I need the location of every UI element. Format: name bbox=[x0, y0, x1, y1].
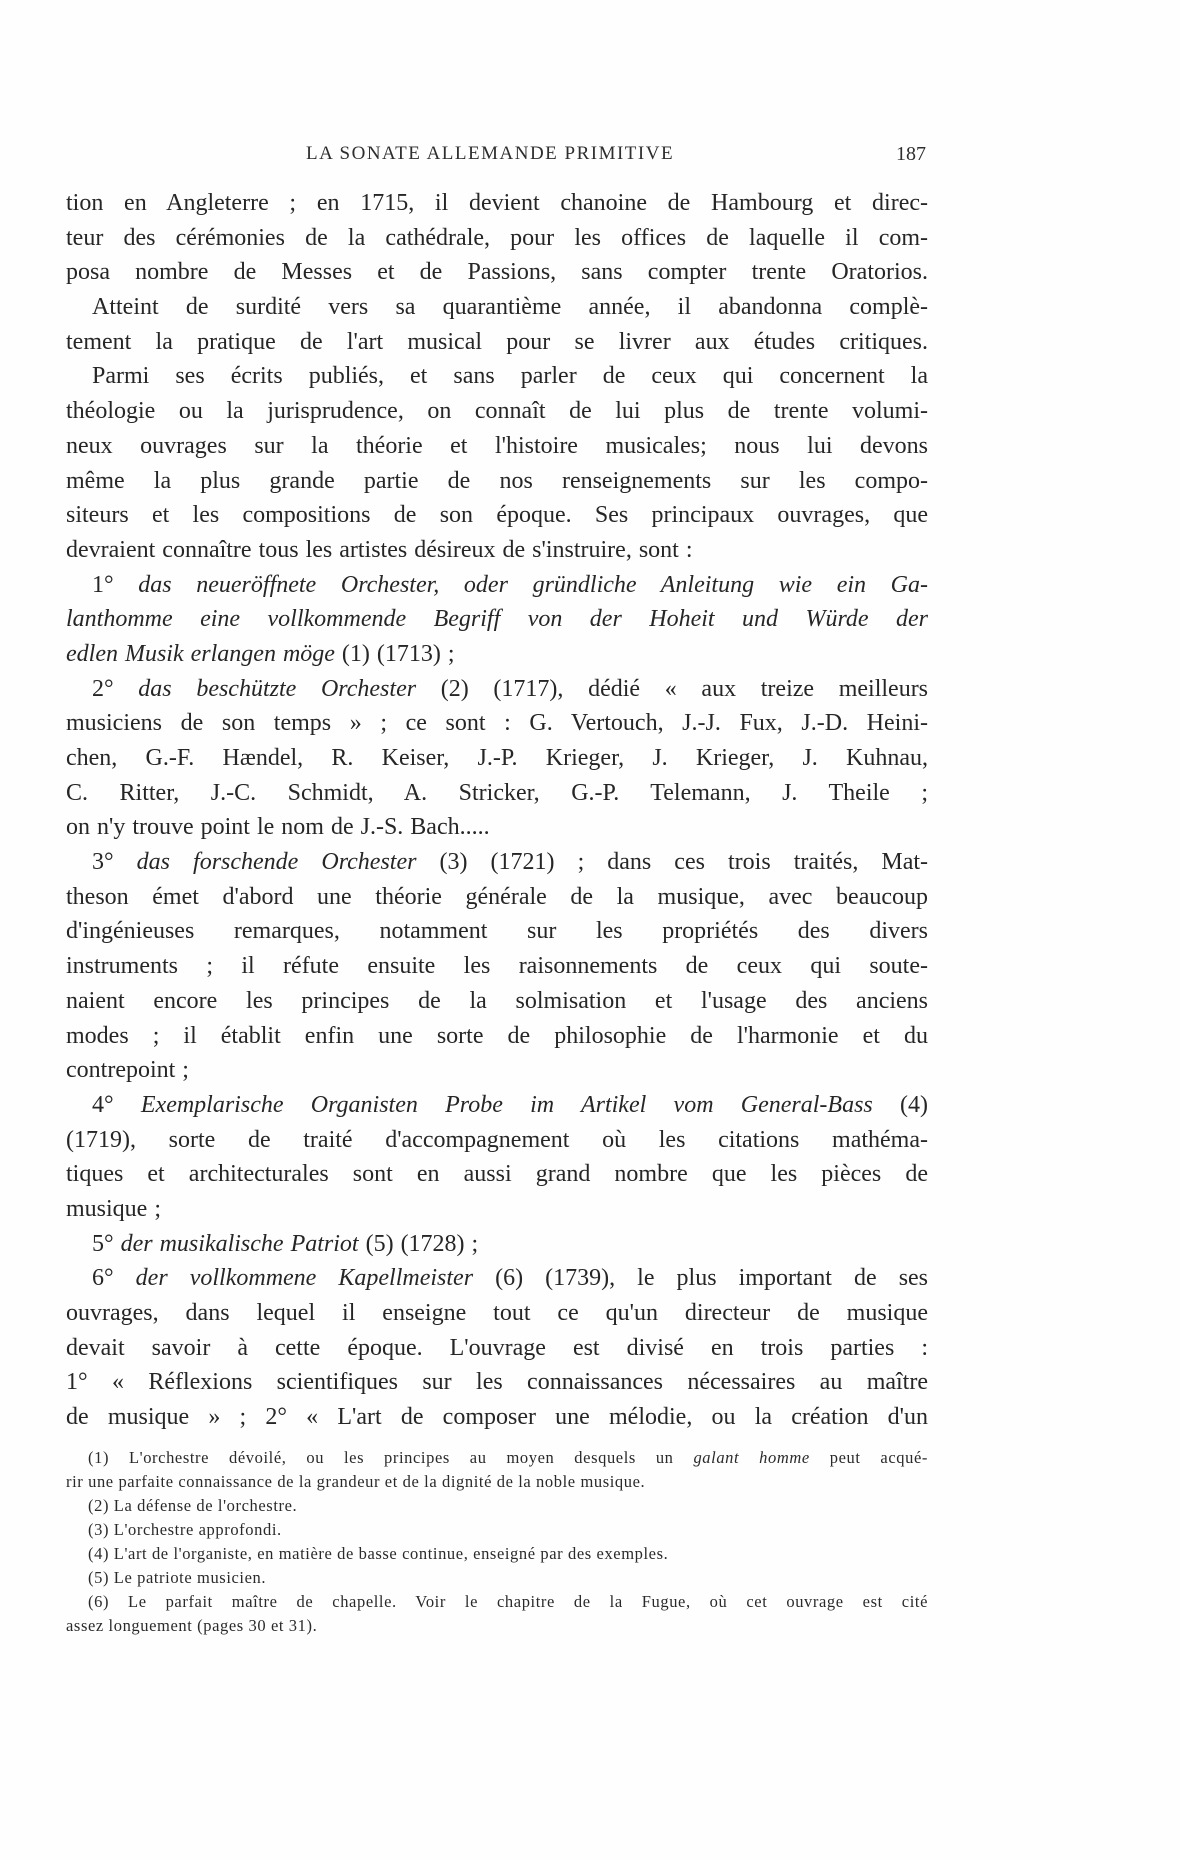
list-item-3-line bbox=[66, 845, 928, 880]
text-line: teur des cérémonies de la cathédrale, pour les offices de laquelle il com- bbox=[66, 224, 928, 251]
list-item-4-line: musique ; bbox=[66, 1195, 161, 1222]
footnote-ref: (5) bbox=[365, 1230, 394, 1257]
text-line: théologie ou la jurisprudence, on connaît de lui plus de trente volumi- bbox=[66, 398, 928, 425]
text-line: siteurs et les compositions de son époque. Ses principaux ouvrages, que bbox=[66, 502, 928, 529]
list-item-2-line: C. Ritter, J.-C. Schmidt, A. Stricker, G.-P. Telemann, J. Theile ; bbox=[66, 779, 928, 806]
list-item-4-line: tiques et architecturales sont en aussi grand nombre que les pièces de bbox=[66, 1161, 928, 1188]
work-title: edlen Musik erlangen möge bbox=[66, 640, 335, 667]
footnote-2: (2) La défense de l'orchestre. bbox=[88, 1496, 298, 1515]
running-title: LA SONATE ALLEMANDE PRIMITIVE bbox=[306, 143, 675, 164]
footnote-ref: (1) bbox=[341, 640, 370, 667]
list-item-2-line bbox=[66, 672, 928, 707]
footnote-1-continued: rir une parfaite connaissance de la grandeur et de la dignité de la noble musique. bbox=[66, 1472, 646, 1491]
list-item-1-line: lanthomme eine vollkommende Begriff von der Hoheit und Würde der bbox=[66, 606, 928, 633]
item-text: (1739), le plus important de ses bbox=[545, 1265, 929, 1292]
footnotes bbox=[66, 1446, 928, 1638]
work-title: der vollkommene Kapellmeister bbox=[135, 1265, 474, 1292]
text-line: tement la pratique de l'art musical pour se livrer aux études critiques. bbox=[66, 328, 928, 355]
item-number: 6° bbox=[92, 1265, 114, 1292]
text-line: Atteint de surdité vers sa quarantième année, il abandonna complè- bbox=[92, 294, 928, 321]
list-item-6-line: de musique » ; 2° « L'art de composer une mélodie, ou la création d'un bbox=[66, 1404, 928, 1431]
footnote-ref: (6) bbox=[495, 1265, 524, 1292]
work-title: das beschützte Orchester bbox=[138, 675, 417, 702]
main-text bbox=[66, 186, 928, 1435]
footnote-ref: (3) bbox=[439, 849, 468, 876]
list-item-6-line: ouvrages, dans lequel il enseigne tout ce qu'un directeur de musique bbox=[66, 1300, 928, 1326]
work-title: das neueröffnete Orchester, oder gründliche Anleitung wie ein Ga- bbox=[138, 571, 929, 598]
item-text: (1717), dédié « aux treize meilleurs bbox=[493, 675, 929, 702]
text-line: Parmi ses écrits publiés, et sans parler de ceux qui concernent la bbox=[92, 363, 928, 390]
text-line: posa nombre de Messes et de Passions, sans compter trente Oratorios. bbox=[66, 259, 928, 286]
list-item-6-line: devait savoir à cette époque. L'ouvrage est divisé en trois parties : bbox=[66, 1334, 928, 1361]
text-line: même la plus grande partie de nos renseignements sur les compo- bbox=[66, 467, 928, 494]
list-item-2-line: on n'y trouve point le nom de J.-S. Bach..... bbox=[66, 814, 490, 841]
list-item-2-line: chen, G.-F. Hændel, R. Keiser, J.-P. Krieger, J. Krieger, J. Kuhnau, bbox=[66, 745, 928, 771]
text-line: devraient connaître tous les artistes désireux de s'instruire, sont : bbox=[66, 536, 693, 563]
running-header bbox=[306, 143, 926, 169]
text-line: neux ouvrages sur la théorie et l'histoire musicales; nous lui devons bbox=[66, 432, 928, 459]
list-item-5-line bbox=[66, 1227, 928, 1262]
list-item-3-line: naient encore les principes de la solmisation et l'usage des anciens bbox=[66, 987, 928, 1014]
work-title: der musikalische Patriot bbox=[120, 1230, 359, 1257]
footnote-3: (3) L'orchestre approfondi. bbox=[88, 1520, 282, 1539]
list-item-3-line: modes ; il établit enfin une sorte de philosophie de l'harmonie et du bbox=[66, 1022, 928, 1049]
footnote-ref: (2) bbox=[440, 675, 469, 702]
list-item-6-line: 1° « Réflexions scientifiques sur les connaissances nécessaires au maître bbox=[66, 1369, 928, 1396]
item-number: 3° bbox=[92, 849, 114, 876]
work-year: (1728) ; bbox=[400, 1230, 479, 1257]
list-item-1-line bbox=[66, 568, 928, 603]
list-item-6-line bbox=[66, 1261, 928, 1296]
list-item-3-line: contrepoint ; bbox=[66, 1057, 189, 1084]
footnote-6-continued: assez longuement (pages 30 et 31). bbox=[66, 1616, 318, 1635]
item-number: 4° bbox=[92, 1091, 114, 1118]
list-item-3-line: instruments ; il réfute ensuite les raisonnements de ceux qui soute- bbox=[66, 953, 928, 980]
item-number: 1° bbox=[92, 571, 114, 598]
work-title: Exemplarische Organisten Probe im Artikel vom General-Bass bbox=[140, 1091, 873, 1118]
list-item-4-line bbox=[66, 1088, 928, 1123]
text-line: tion en Angleterre ; en 1715, il devient chanoine de Hambourg et direc- bbox=[66, 190, 928, 216]
footnote-5: (5) Le patriote musicien. bbox=[88, 1568, 267, 1587]
footnote-1: (1) L'orchestre dévoilé, ou les principes au moyen desquels un galant homme peut acqué- bbox=[88, 1448, 928, 1467]
list-item-4-line: (1719), sorte de traité d'accompagnement où les citations mathéma- bbox=[66, 1126, 928, 1153]
list-item-2-line: musiciens de son temps » ; ce sont : G. Vertouch, J.-J. Fux, J.-D. Heini- bbox=[66, 710, 928, 737]
footnote-6: (6) Le parfait maître de chapelle. Voir le chapitre de la Fugue, où cet ouvrage est cité bbox=[88, 1592, 928, 1611]
work-year: (1713) ; bbox=[376, 640, 455, 667]
page-number: 187 bbox=[896, 143, 926, 165]
footnote-italic: galant homme bbox=[693, 1448, 810, 1467]
footnote-ref: (4) bbox=[900, 1091, 929, 1118]
list-item-3-line: theson émet d'abord une théorie générale de la musique, avec beaucoup bbox=[66, 883, 928, 910]
list-item-1-line bbox=[66, 637, 928, 672]
footnote-4: (4) L'art de l'organiste, en matière de basse continue, enseigné par des exemples. bbox=[88, 1544, 669, 1563]
item-text: (1721) ; dans ces trois traités, Mat- bbox=[490, 849, 929, 876]
work-title: das forschende Orchester bbox=[136, 849, 417, 876]
item-number: 2° bbox=[92, 675, 114, 702]
item-number: 5° bbox=[92, 1230, 114, 1257]
list-item-3-line: d'ingénieuses remarques, notamment sur les propriétés des divers bbox=[66, 918, 928, 945]
